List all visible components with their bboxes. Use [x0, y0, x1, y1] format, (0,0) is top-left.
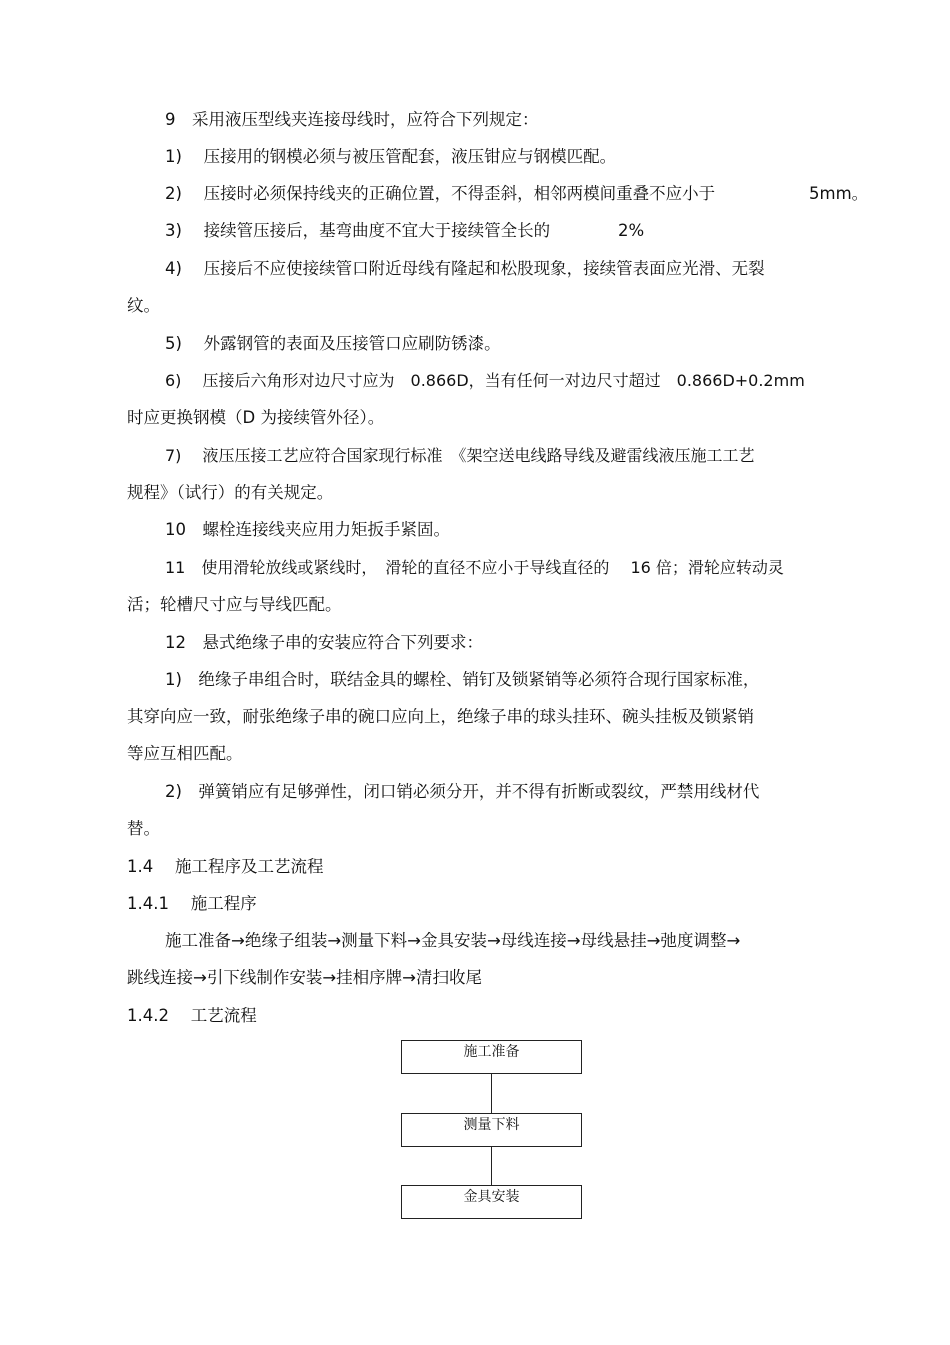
item-9-3: 3) 接续管压接后，基弯曲度不宜大于接续管全长的 [165, 221, 551, 240]
item-9-5: 5) 外露钢管的表面及压接管口应刷防锈漆。 [165, 334, 501, 353]
item-9-6-cont: 时应更换钢模（D 为接续管外径）。 [127, 408, 385, 427]
flow-step-box: 测量下料 [401, 1113, 582, 1147]
flow-connector [491, 1147, 492, 1185]
item-9-7: 7) 液压压接工艺应符合国家现行标准 《架空送电线路导线及避雷线液压施工工艺 [165, 446, 755, 465]
item-12-2: 2) 弹簧销应有足够弹性，闭口销必须分开，并不得有折断或裂纹，严禁用线材代 [165, 782, 760, 801]
item-11: 11 使用滑轮放线或紧线时， 滑轮的直径不应小于导线直径的 16 倍；滑轮应转动灵 [165, 558, 784, 577]
item-9-3-value: 2% [618, 221, 645, 240]
item-9-7-cont: 规程》（试行）的有关规定。 [127, 483, 334, 502]
item-12-2-cont: 替。 [127, 819, 160, 838]
section-heading-1-4: 1.4 施工程序及工艺流程 [127, 857, 324, 876]
item-9-4-cont: 纹。 [127, 296, 160, 315]
item-11-cont: 活；轮槽尺寸应与导线匹配。 [127, 595, 342, 614]
item-12-1: 1) 绝缘子串组合时，联结金具的螺栓、销钉及锁紧销等必须符合现行国家标准， [165, 670, 760, 689]
construction-sequence-cont: 跳线连接→引下线制作安装→挂相序牌→清扫收尾 [127, 968, 482, 987]
item-9-6: 6) 压接后六角形对边尺寸应为 0.866D，当有任何一对边尺寸超过 0.866D+0.2mm [165, 371, 805, 390]
item-10: 10 螺栓连接线夹应用力矩扳手紧固。 [165, 520, 450, 539]
item-9-2-value: 5mm。 [809, 184, 869, 203]
flow-step-box: 金具安装 [401, 1185, 582, 1219]
section-heading-1-4-2: 1.4.2 工艺流程 [127, 1006, 257, 1025]
item-12-1-cont2: 等应互相匹配。 [127, 744, 243, 763]
item-9-2: 2) 压接时必须保持线夹的正确位置，不得歪斜，相邻两模间重叠不应小于 [165, 184, 716, 203]
flow-connector [491, 1074, 492, 1113]
item-9-1: 1) 压接用的钢模必须与被压管配套，液压钳应与钢模匹配。 [165, 147, 617, 166]
item-9-4: 4) 压接后不应使接续管口附近母线有隆起和松股现象，接续管表面应光滑、无裂 [165, 259, 765, 278]
section-heading-1-4-1: 1.4.1 施工程序 [127, 894, 257, 913]
item-9: 9 采用液压型线夹连接母线时，应符合下列规定： [165, 110, 539, 129]
item-12: 12 悬式绝缘子串的安装应符合下列要求： [165, 633, 483, 652]
flow-step-box: 施工准备 [401, 1040, 582, 1074]
item-12-1-cont: 其穿向应一致，耐张绝缘子串的碗口应向上，绝缘子串的球头挂环、碗头挂板及锁紧销 [127, 707, 754, 726]
construction-sequence: 施工准备→绝缘子组装→测量下料→金具安装→母线连接→母线悬挂→弛度调整→ [165, 931, 741, 950]
